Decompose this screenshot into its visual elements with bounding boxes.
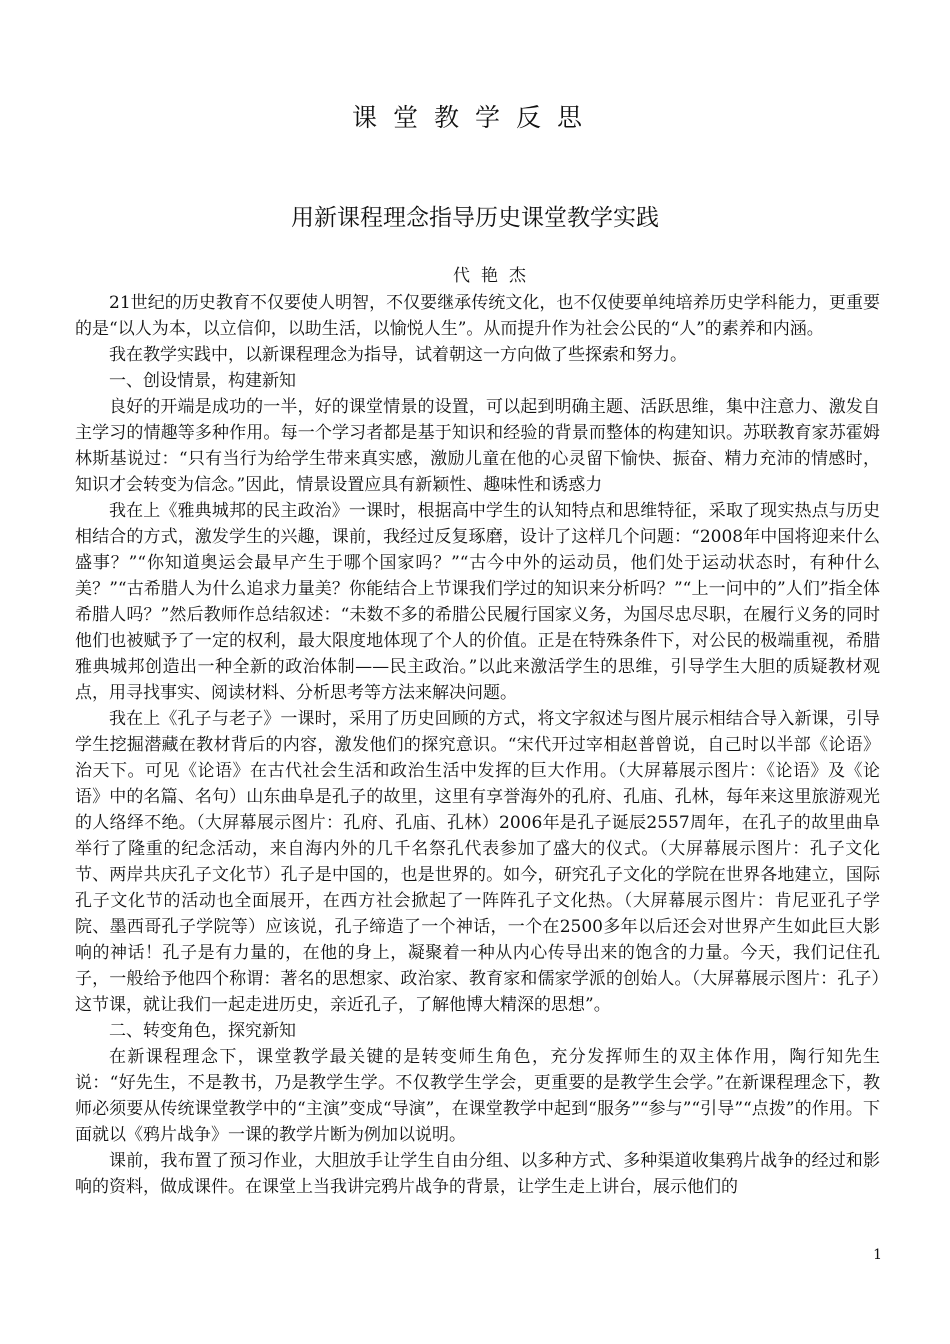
section-heading: 二、转变角色，探究新知: [109, 1021, 296, 1041]
section-heading: 一、创设情景，构建新知: [109, 371, 296, 391]
paragraph: 良好的开端是成功的一半，好的课堂情景的设置，可以起到明确主题、活跃思维，集中注意力、激发自主学习的情趣等多种作用。每一个学习者都是基于知识和经验的背景而整体的构建知识。苏联教育家苏霍姆林斯基说过：“只有当行为给学生带来真实感，激励儿童在他的心灵留下愉快、振奋、精力充沛的情感时，知识才会转变为信念。”因此，情景设置应具有新颖性、趣味性和诱惑力: [75, 397, 880, 495]
paragraph: 我在上《雅典城邦的民主政治》一课时，根据高中学生的认知特点和思维特征，采取了现实热点与历史相结合的方式，激发学生的兴趣，课前，我经过反复琢磨，设计了这样几个问题：“2008年中国将迎来什么盛事？”“你知道奥运会最早产生于哪个国家吗？”“古今中外的运动员，他们处于运动状态时，有种什么美？”“古希腊人为什么追求力量美？你能结合上节课我们学过的知识来分析吗？”“上一问中的”人们”指全体希腊人吗？”然后教师作总结叙述：“未数不多的希腊公民履行国家义务，为国尽忠尽职，在履行义务的同时他们也被赋予了一定的权利，最大限度地体现了个人的价值。正是在特殊条件下，对公民的极端重视，希腊雅典城邦创造出一种全新的政治体制——民主政治。”以此来激活学生的思维，引导学生大胆的质疑教材观点，用寻找事实、阅读材料、分析思考等方法来解决问题。: [75, 501, 880, 703]
paragraph: 课前，我布置了预习作业，大胆放手让学生自由分组、以多种方式、多种渠道收集鸦片战争的经过和影响的资料，做成课件。在课堂上当我讲完鸦片战争的背景，让学生走上讲台，展示他们的: [75, 1151, 880, 1197]
author-name: 代艳杰: [453, 266, 537, 286]
paragraph: 我在教学实践中，以新课程理念为指导，试着朝这一方向做了些探索和努力。: [109, 345, 687, 365]
article-title: 用新课程理念指导历史课堂教学实践: [291, 205, 659, 231]
header-title: 课堂教学反思: [351, 103, 598, 132]
page-number: 1: [873, 1247, 882, 1263]
paragraph: 21世纪的历史教育不仅要使人明智，不仅要继承传统文化，也不仅使要单纯培养历史学科能力，更重要的是“以人为本，以立信仰，以助生活，以愉悦人生”。从而提升作为社会公民的“人”的素养和内涵。: [75, 293, 880, 339]
paragraph: 在新课程理念下，课堂教学最关键的是转变师生角色，充分发挥师生的双主体作用，陶行知先生说：“好先生，不是教书，乃是教学生学。不仅教学生学会，更重要的是教学生会学。”在新课程理念下，教师必须要从传统课堂教学中的“主演”变成“导演”，在课堂教学中起到“服务”“参与”“引导”“点拨”的作用。下面就以《鸦片战争》一课的教学片断为例加以说明。: [75, 1047, 880, 1145]
article-body: [75, 290, 880, 1200]
paragraph: 我在上《孔子与老子》一课时，采用了历史回顾的方式，将文字叙述与图片展示相结合导入新课，引导学生挖掘潜藏在教材背后的内容，激发他们的探究意识。“宋代开过宰相赵普曾说，自己时以半部《论语》治天下。可见《论语》在古代社会生活和政治生活中发挥的巨大作用。（大屏幕展示图片：《论语》及《论语》中的名篇、名句）山东曲阜是孔子的故里，这里有享誉海外的孔府、孔庙、孔林，每年来这里旅游观光的人络绎不绝。（大屏幕展示图片：孔府、孔庙、孔林）2006年是孔子诞辰2557周年，在孔子的故里曲阜举行了隆重的纪念活动，来自海内外的几千名祭孔代表参加了盛大的仪式。（大屏幕展示图片：孔子文化节、两岸共庆孔子文化节）孔子是中国的，也是世界的。如今，研究孔子文化的学院在世界各地建立，国际孔子文化节的活动也全面展开，在西方社会掀起了一阵阵孔子文化热。（大屏幕展示图片：肯尼亚孔子学院、墨西哥孔子学院等）应该说，孔子缔造了一个神话，一个在2500多年以后还会对世界产生如此巨大影响的神话！孔子是有力量的，在他的身上，凝聚着一种从内心传导出来的饱含的力量。今天，我们记住孔子，一般给予他四个称谓：著名的思想家、政治家、教育家和儒家学派的创始人。（大屏幕展示图片：孔子）这节课，就让我们一起走进历史，亲近孔子，了解他博大精深的思想”。: [75, 709, 880, 1015]
